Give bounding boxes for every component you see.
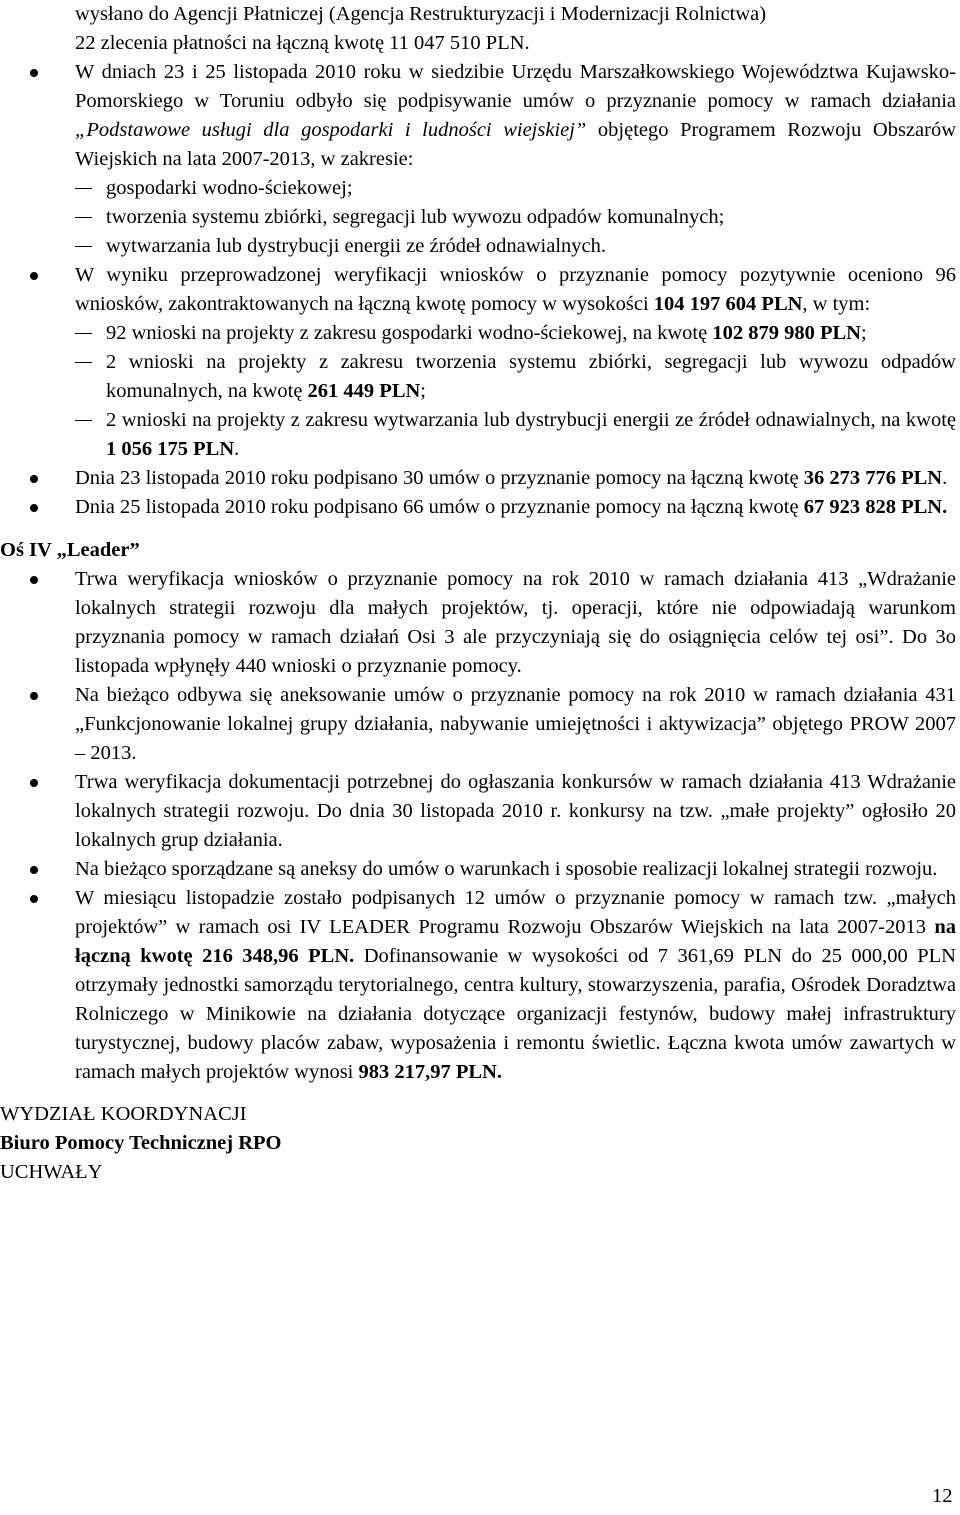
dash-icon xyxy=(75,333,92,334)
amount: 104 197 604 PLN xyxy=(653,293,803,315)
department-footer xyxy=(0,1100,956,1187)
italic-title: „Podstawowe usługi dla gospodarki i ludności wiejskiej” xyxy=(75,119,587,141)
text-run: W wyniku przeprowadzonej weryfikacji wniosków o przyznanie pomocy pozytywnie oceniono 96 wniosków, zakontraktowanych na łączną kwotę pomocy w wysokości xyxy=(75,264,956,315)
text-run: ; xyxy=(420,380,426,402)
bullet-icon xyxy=(30,69,38,77)
amount: 67 923 828 PLN. xyxy=(803,496,948,518)
sub-list-item xyxy=(0,348,956,406)
sub-list-item xyxy=(0,232,956,261)
text-run: W dniach 23 i 25 listopada 2010 roku w siedzibie Urzędu Marszałkowskiego Województwa Kujawsko-Pomorskiego w Toruniu odbyło się podpisywanie umów o przyznanie pomocy w ramach działania xyxy=(75,61,956,112)
dash-icon xyxy=(75,362,92,363)
department-name: WYDZIAŁ KOORDYNACJI xyxy=(0,1103,247,1125)
intro-line-2: 22 zlecenia płatności na łączną kwotę 11 047 510 PLN. xyxy=(75,32,530,54)
sub-list-item xyxy=(0,406,956,464)
text-run: Na bieżąco odbywa się aneksowanie umów o przyznanie pomocy na rok 2010 w ramach działania 431 „Funkcjonowanie lokalnej grupy działania, nabywanie umiejętności i aktywizacja” objętego PROW 2007 – 2013. xyxy=(75,684,956,764)
page-number: 12 xyxy=(932,1485,953,1507)
amount: na łączną kwotę 216 348,96 PLN. xyxy=(75,916,956,967)
list-item xyxy=(0,261,956,319)
amount: 261 449 PLN xyxy=(307,380,421,402)
text-run: tworzenia systemu zbiórki, segregacji lub wywozu odpadów komunalnych; xyxy=(106,206,725,228)
bullet-icon xyxy=(30,272,38,280)
sub-list-item xyxy=(0,203,956,232)
list-item xyxy=(0,768,956,855)
list-item xyxy=(0,565,956,681)
text-run: Dnia 23 listopada 2010 roku podpisano 30 umów o przyznanie pomocy na łączną kwotę xyxy=(75,467,804,489)
text-run: 92 wnioski na projekty z zakresu gospodarki wodno-ściekowej, na kwotę xyxy=(106,322,713,344)
text-run: gospodarki wodno-ściekowej; xyxy=(106,177,353,199)
list-item xyxy=(0,681,956,768)
bullet-icon xyxy=(30,895,38,903)
dash-icon xyxy=(75,217,92,218)
section-name: UCHWAŁY xyxy=(0,1161,103,1183)
amount: 1 056 175 PLN xyxy=(106,438,235,460)
text-run: wytwarzania lub dystrybucji energii ze źródeł odnawialnych. xyxy=(106,235,606,257)
amount: 983 217,97 PLN. xyxy=(358,1061,503,1083)
office-name: Biuro Pomocy Technicznej RPO xyxy=(0,1132,282,1154)
list-item xyxy=(0,884,956,1087)
text-run: Na bieżąco sporządzane są aneksy do umów o warunkach i sposobie realizacji lokalnej strategii rozwoju. xyxy=(75,858,938,880)
bullet-icon xyxy=(30,475,38,483)
text-run: Trwa weryfikacja wniosków o przyznanie pomocy na rok 2010 w ramach działania 413 „Wdrażanie lokalnych strategii rozwoju dla małych projektów, tj. operacji, które nie odpowiadają warunkom przyznania pomocy w ramach działań Osi 3 ale przyczyniają się do osiągnięcia celów tej osi”. Do 3o listopada wpłynęły 440 wnioski o przyznanie pomocy. xyxy=(75,568,956,677)
bullet-icon xyxy=(30,692,38,700)
text-run: Dnia 25 listopada 2010 roku podpisano 66 umów o przyznanie pomocy na łączną kwotę xyxy=(75,496,804,518)
bullet-icon xyxy=(30,576,38,584)
list-item xyxy=(0,464,956,493)
dash-icon xyxy=(75,420,92,421)
text-run: Dofinansowanie w wysokości od 7 361,69 PLN do 25 000,00 PLN otrzymały jednostki samorządu terytorialnego, centra kultury, stowarzyszenia, parafia, Ośrodek Doradztwa Rolniczego w Minikowie na działania dotyczące organizacji festynów, budowy małej infrastruktury turystycznej, budowy placów zabaw, wyposażenia i remontu świetlic. Łączna kwota umów zawartych w ramach małych projektów wynosi xyxy=(75,945,956,1083)
bullet-icon xyxy=(30,504,38,512)
intro-line-1: wysłano do Agencji Płatniczej (Agencja Restrukturyzacji i Modernizacji Rolnictwa) xyxy=(75,3,767,25)
text-run: . xyxy=(942,467,948,489)
bullet-icon xyxy=(30,866,38,874)
list-item xyxy=(0,58,956,174)
dash-icon xyxy=(75,188,92,189)
sub-list-item xyxy=(0,174,956,203)
text-run: . xyxy=(234,438,240,460)
amount: 36 273 776 PLN xyxy=(803,467,943,489)
text-run: 2 wnioski na projekty z zakresu tworzenia systemu zbiórki, segregacji lub wywozu odpadów komunalnych, na kwotę xyxy=(106,351,956,402)
section-heading: Oś IV „Leader” xyxy=(0,539,140,561)
text-run: W miesiącu listopadzie zostało podpisanych 12 umów o przyznanie pomocy w ramach tzw. „małych projektów” w ramach osi IV LEADER Programu Rozwoju Obszarów Wiejskich na lata 2007-2013 xyxy=(75,887,956,938)
dash-icon xyxy=(75,246,92,247)
text-run: ; xyxy=(860,322,867,344)
text-run: Trwa weryfikacja dokumentacji potrzebnej do ogłaszania konkursów w ramach działania 413 Wdrażanie lokalnych strategii rozwoju. Do dnia 30 listopada 2010 r. konkursy na tzw. „małe projekty” ogłosiło 20 lokalnych grup działania. xyxy=(75,771,956,851)
text-run: 2 wnioski na projekty z zakresu wytwarzania lub dystrybucji energii ze źródeł odnawialnych, na kwotę xyxy=(106,409,956,431)
bullet-icon xyxy=(30,779,38,787)
sub-list-item xyxy=(0,319,956,348)
text-run: , w tym: xyxy=(802,293,871,315)
text-run: objętego Programem Rozwoju Obszarów Wiejskich na lata 2007-2013, w zakresie: xyxy=(75,119,956,170)
amount: 102 879 980 PLN xyxy=(712,322,861,344)
list-item xyxy=(0,493,956,522)
list-item xyxy=(0,855,956,884)
